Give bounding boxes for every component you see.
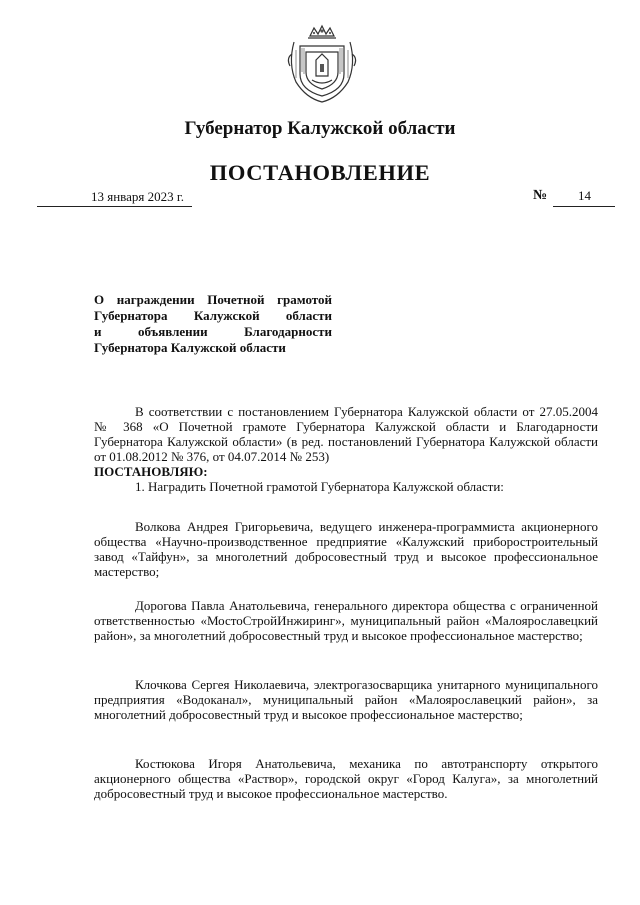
- subject-line: и объявлении Благодарности: [94, 324, 332, 339]
- document-subject: [94, 292, 332, 356]
- awardee-paragraph: [94, 756, 598, 801]
- document-date: 13 января 2023 г.: [91, 189, 185, 204]
- document-type-title: ПОСТАНОВЛЕНИЕ: [209, 160, 431, 185]
- preamble-block: [94, 404, 598, 494]
- resolve-heading: ПОСТАНОВЛЯЮ:: [94, 464, 208, 479]
- awardee-text: Дорогова Павла Анатольевича, генерального директора общества с ограниченной ответственностью «МостоСтройИнжиринг», муниципальный район «Малоярославецкий район», за многолетний добросовестный труд и высокое профессиональное мастерство;: [94, 598, 598, 643]
- awardee-text: Волкова Андрея Григорьевича, ведущего инженера-программиста акционерного общества «Научно-производственное предприятие «Калужский приборостроительный завод «Тайфун», за многолетний добросовестный труд и высокое профессиональное мастерство;: [94, 519, 598, 579]
- awardee-paragraph: [94, 598, 598, 643]
- subject-line: Губернатора Калужской области: [94, 308, 332, 323]
- preamble-paragraph: В соответствии с постановлением Губернатора Калужской области от 27.05.2004 № 368 «О Почетной грамоте Губернатора Калужской области и Благодарности Губернатора Калужской области» (в ред. постановлений Губернатора Калужской области от 01.08.2012 № 376, от 04.07.2014 № 253): [94, 404, 598, 464]
- awardee-text: Костюкова Игоря Анатольевича, механика по автотранспорту открытого акционерного общества «Раствор», городской округ «Город Калуга», за многолетний добросовестный труд и высокое профессиональное мастерство.: [94, 756, 598, 801]
- issuer-title: Губернатор Калужской области: [184, 118, 456, 139]
- subject-line: О награждении Почетной грамотой: [94, 292, 332, 307]
- document-number: 14: [578, 188, 591, 203]
- awardee-paragraph: [94, 677, 598, 722]
- document-number-field: [553, 188, 615, 207]
- awardee-paragraph: [94, 519, 598, 579]
- subject-line: Губернатора Калужской области: [94, 340, 286, 355]
- document-date-field: [37, 188, 192, 207]
- item-1: 1. Наградить Почетной грамотой Губернатора Калужской области:: [135, 479, 504, 494]
- awardee-text: Клочкова Сергея Николаевича, электрогазосварщика унитарного муниципального предприятия «Водоканал», муниципальный район «Малоярославецкий район», за многолетний добросовестный труд и высокое профессиональное мастерство;: [94, 677, 598, 722]
- kaluga-coat-of-arms-icon: [286, 24, 358, 104]
- number-label: №: [533, 188, 548, 203]
